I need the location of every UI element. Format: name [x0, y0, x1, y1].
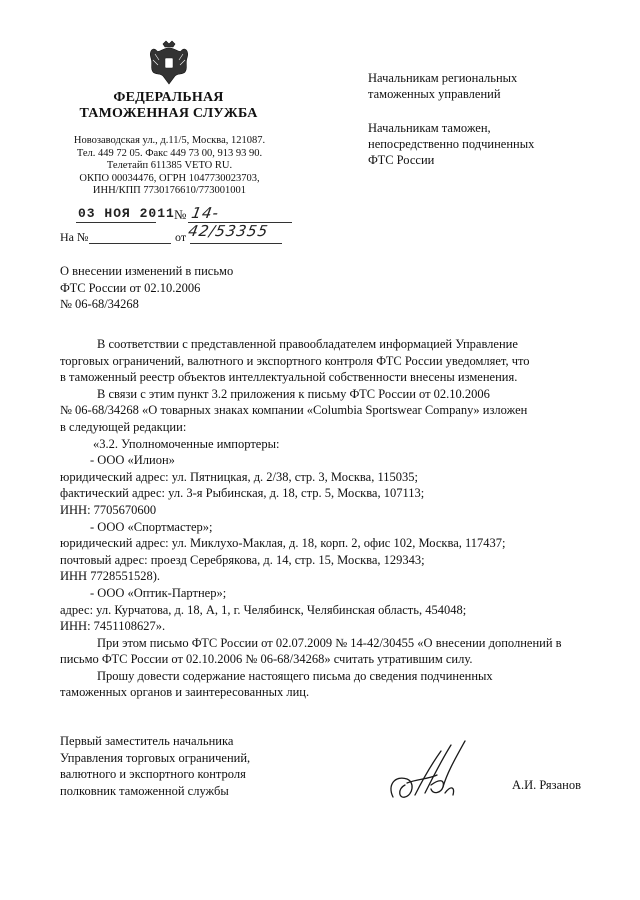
- importer-name: - ООО «Илион»: [90, 453, 175, 468]
- addressee-block: [368, 120, 608, 168]
- paragraph-amendment: [60, 386, 590, 436]
- importer-detail: ИНН 7728551528).: [60, 569, 160, 584]
- body-line: № 06-68/34268 «О товарных знаках компании «Columbia Sportswear Company» изложен: [60, 403, 528, 418]
- importer-detail: юридический адрес: ул. Миклухо-Маклая, д. 18, корп. 2, офис 102, Москва, 117437;: [60, 536, 506, 551]
- body-line: письмо ФТС России от 02.10.2006 № 06-68/34268» считать утратившим силу.: [60, 652, 473, 667]
- importer-detail: почтовый адрес: проезд Серебрякова, д. 14, стр. 15, Москва, 129343;: [60, 552, 425, 567]
- paragraph-revocation: [60, 635, 590, 668]
- body-line: торговых ограничений, валютного и экспортного контроля ФТС России уведомляет, что: [60, 353, 530, 368]
- addressee-block: [368, 70, 608, 102]
- handwritten-signature-icon: [385, 735, 480, 813]
- letter-body: [60, 336, 590, 701]
- contact-line: Новозаводская ул., д.11/5, Москва, 121087.: [73, 135, 266, 146]
- importer-name: - ООО «Оптик-Партнер»;: [90, 585, 227, 600]
- reference-date-blank: [190, 243, 282, 244]
- reference-date-label: от: [175, 230, 187, 244]
- signatory-title-line: полковник таможенной службы: [60, 783, 229, 798]
- addressees: [368, 70, 608, 186]
- body-line: В связи с этим пункт 3.2 приложения к письму ФТС России от 02.10.2006: [97, 386, 490, 401]
- body-line: в таможенный реестр объектов интеллектуальной собственности внесены изменения.: [60, 370, 518, 385]
- subject-line: ФТС России от 02.10.2006: [60, 280, 201, 295]
- body-line: При этом письмо ФТС России от 02.07.2009 № 14-42/30455 «О внесении дополнений в: [97, 635, 562, 650]
- importer-name: - ООО «Спортмастер»;: [90, 519, 213, 534]
- letter-subject: [60, 263, 300, 313]
- importer-detail: юридический адрес: ул. Пятницкая, д. 2/38, стр. 3, Москва, 115035;: [60, 469, 418, 484]
- quote-heading: «3.2. Уполномоченные импортеры:: [93, 436, 280, 451]
- reference-line: [60, 230, 300, 248]
- paragraph-notice: [60, 336, 590, 386]
- subject-line: № 06-68/34268: [60, 297, 139, 311]
- organization-contacts: [62, 135, 277, 198]
- document-number: 14-42/53355: [186, 204, 270, 240]
- signatory-title-line: Первый заместитель начальника: [60, 734, 234, 748]
- importer-detail: адрес: ул. Курчатова, д. 18, А, 1, г. Челябинск, Челябинская область, 454048;: [60, 602, 467, 617]
- addressee-line: непосредственно подчиненных: [368, 137, 535, 151]
- addressee-line: Начальникам региональных: [368, 71, 518, 85]
- body-line: Прошу довести содержание настоящего письма до сведения подчиненных: [97, 668, 493, 683]
- reference-number-label: На №: [60, 230, 89, 244]
- contact-line: ИНН/КПП 7730176610/773001001: [92, 185, 247, 196]
- signatory-title: [60, 733, 320, 799]
- importer-detail: ИНН: 7451108627».: [60, 619, 166, 634]
- addressee-line: ФТС России: [368, 153, 435, 167]
- addressee-line: Начальникам таможен,: [368, 121, 491, 135]
- signatory-title-line: Управления торговых ограничений,: [60, 750, 251, 765]
- double-headed-eagle-emblem-icon: [147, 40, 191, 88]
- reference-number-blank: [89, 243, 171, 244]
- date-underline: [76, 222, 156, 223]
- body-line: В соответствии с представленной правообладателем информацией Управление: [97, 337, 518, 351]
- addressee-line: таможенных управлений: [368, 87, 501, 101]
- date-stamp: 03 НОЯ 2011: [78, 206, 175, 221]
- contact-line: Телетайп 611385 VETO RU.: [106, 160, 233, 171]
- organization-name: [66, 90, 271, 122]
- signatory-name: А.И. Рязанов: [512, 778, 581, 792]
- importer-detail: фактический адрес: ул. 3-я Рыбинская, д. 18, стр. 5, Москва, 107113;: [60, 486, 425, 501]
- organization-name-line: ТАМОЖЕННАЯ СЛУЖБА: [79, 106, 258, 121]
- signatory-title-line: валютного и экспортного контроля: [60, 767, 246, 781]
- number-underline: [188, 222, 292, 223]
- subject-line: О внесении изменений в письмо: [60, 264, 234, 278]
- paragraph-request: [60, 668, 590, 701]
- organization-name-line: ФЕДЕРАЛЬНАЯ: [113, 90, 224, 105]
- contact-line: ОКПО 00034476, ОГРН 1047730023703,: [79, 172, 260, 184]
- importer-detail: ИНН: 7705670600: [60, 502, 157, 517]
- number-prefix: №: [174, 207, 187, 222]
- body-line: таможенных органов и заинтересованных лиц.: [60, 685, 310, 700]
- contact-line: Тел. 449 72 05. Факс 449 73 00, 913 93 90.: [76, 147, 263, 159]
- body-line: в следующей редакции:: [60, 419, 187, 434]
